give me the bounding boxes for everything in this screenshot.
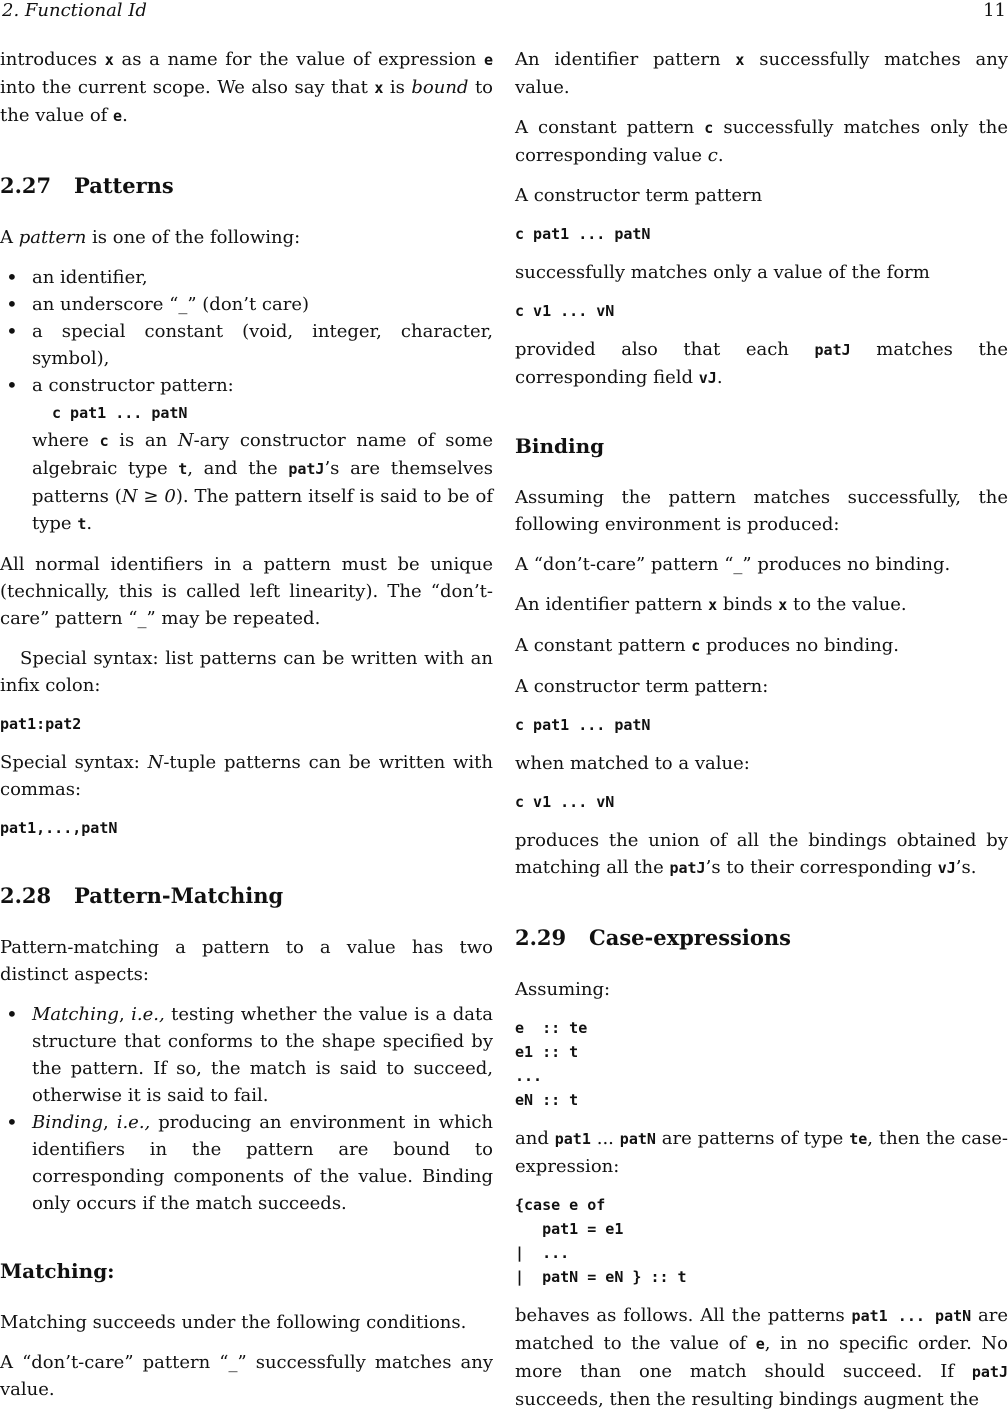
list-item: • a special constant (void, integer, character, symbol), [32,318,493,372]
list-item: • an underscore “_” (don’t care) [32,291,493,318]
running-header [0,0,1008,26]
constant-match-paragraph: A constant pattern c successfully matches only the corresponding value c. [515,117,1008,166]
page-number: 11 [983,0,1006,21]
list-item: • a constructor pattern: c pat1 ... patN where c is an N-ary constructor name of some algebraic type t, and the patJ’s are themselves patterns (N ≥ 0). The pattern itself is said to be of type t. [32,372,493,538]
intro-paragraph: introduces x as a name for the value of expression e into the current scope. We also say that x is bound to the value of e. [0,49,494,126]
section-heading-2-27: 2.27 Patterns [0,173,174,198]
binding-identifier: An identifier pattern x binds x to the value. [515,594,907,615]
constructor-match-paragraph: A constructor term pattern [515,185,763,206]
subheading-matching: Matching: [0,1259,115,1283]
pattern-matching-intro: Pattern-matching a pattern to a value has two distinct aspects: [0,937,493,985]
special-syntax-tuple: Special syntax: N-tuple patterns can be written with commas: [0,752,493,800]
case-expression-intro: and pat1 ... patN are patterns of type te, then the case-expression: [515,1128,1008,1177]
code-block: c pat1 ... patN [515,716,651,734]
subheading-binding: Binding [515,434,605,458]
pattern-definition: A pattern is one of the following: [0,227,301,248]
list-item: • Binding, i.e., producing an environment in which identifiers in the pattern are bound to corresponding components of the value. Binding only occurs if the match succeeds. [32,1109,493,1217]
special-syntax-list: Special syntax: list patterns can be written with an infix colon: [0,648,493,696]
assuming-label: Assuming: [515,979,611,1000]
binding-dont-care: A “don’t-care” pattern “_” produces no binding. [515,554,951,575]
chapter-title: 2. Functional Id [2,0,147,21]
code-block: {case e of pat1 = e1 | ... | patN = eN } :: t [515,1196,687,1286]
list-item: • an identifier, [32,264,493,291]
binding-intro: Assuming the pattern matches successfully, the following environment is produced: [515,487,1008,535]
code-block: c v1 ... vN [515,793,615,811]
matching-paragraph: Matching succeeds under the following conditions. [0,1312,467,1333]
code-block: pat1,...,patN [0,819,118,837]
constructor-match-form: successfully matches only a value of the form [515,262,930,283]
binding-union: produces the union of all the bindings obtained by matching all the patJ’s to their corresponding vJ’s. [515,830,1008,878]
binding-matched-to: when matched to a value: [515,753,750,774]
section-heading-2-28: 2.28 Pattern-Matching [0,883,284,908]
binding-constant: A constant pattern c produces no binding. [515,635,899,656]
linearity-paragraph: All normal identifiers in a pattern must be unique (technically, this is called left linearity). The “don’t-care” pattern “_” may be repeated. [0,554,493,629]
list-item: • Matching, i.e., testing whether the value is a data structure that conforms to the shape specified by the pattern. If so, the match is said to succeed, otherwise it is said to fail. [32,1001,493,1109]
code-block: c pat1 ... patN [515,225,651,243]
code-inline: c pat1 ... patN [52,404,188,422]
section-heading-2-29: 2.29 Case-expressions [515,925,791,950]
binding-constructor: A constructor term pattern: [515,676,769,697]
pattern-kinds-list [0,264,493,538]
right-column [515,46,1008,1426]
constructor-field-paragraph: provided also that each patJ matches the corresponding field vJ. [515,339,1008,388]
code-block: pat1:pat2 [0,715,82,733]
pattern-matching-aspects [0,1001,493,1217]
code-block: c v1 ... vN [515,302,615,320]
code-block: e :: te e1 :: t ... eN :: t [515,1019,588,1109]
identifier-match-paragraph: An identifier pattern x successfully matches any value. [515,49,1008,98]
dont-care-paragraph: A “don’t-care” pattern “_” successfully matches any value. [0,1352,493,1400]
left-column [0,46,493,1416]
case-behavior-paragraph: behaves as follows. All the patterns pat1 ... patN are matched to the value of e, in no specific order. No more than one match should succeed. If patJ succeeds, then the resulting bindings augment the [515,1305,1008,1410]
